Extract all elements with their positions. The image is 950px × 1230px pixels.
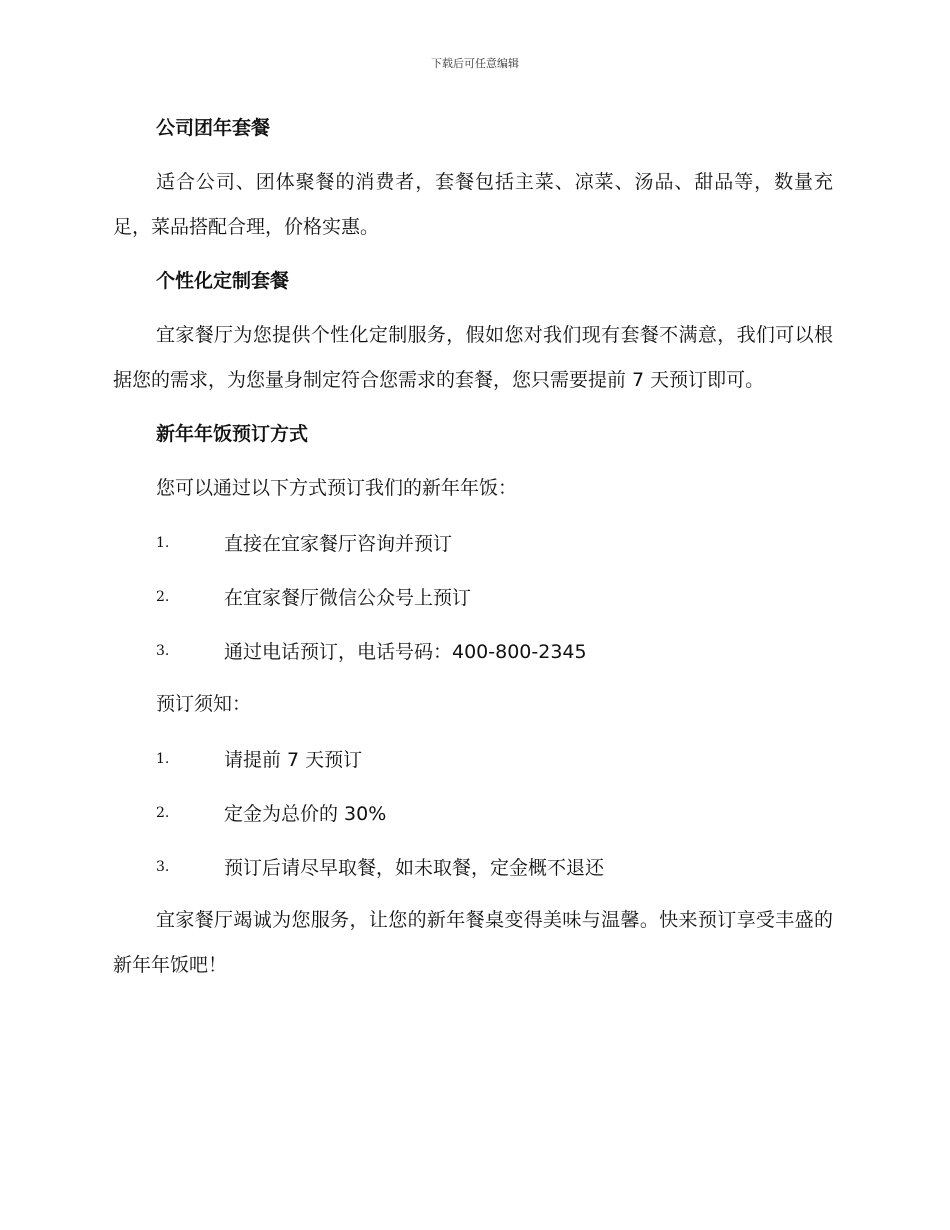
list-item	[113, 520, 833, 565]
list-number: 2.	[156, 804, 170, 821]
list-item	[113, 736, 833, 781]
section-body-custom: 宜家餐厅为您提供个性化定制服务，假如您对我们现有套餐不满意，我们可以根据您的需求，为您量身制定符合您需求的套餐，您只需要提前 7 天预订即可。	[113, 324, 833, 391]
section-body-corporate: 适合公司、团体聚餐的消费者，套餐包括主菜、凉菜、汤品、甜品等，数量充足，菜品搭配合理，价格实惠。	[113, 171, 833, 238]
booking-intro: 您可以通过以下方式预订我们的新年年饭：	[156, 477, 518, 499]
list-item	[113, 844, 833, 889]
list-number: 3.	[156, 858, 170, 875]
list-number: 1.	[156, 750, 170, 767]
document-body	[113, 106, 833, 997]
section-heading-custom: 个性化定制套餐	[156, 270, 290, 292]
notice-title: 预订须知：	[156, 693, 252, 715]
list-item	[113, 790, 833, 835]
list-number: 3.	[156, 642, 170, 659]
list-text: 直接在宜家餐厅咨询并预订	[224, 533, 453, 555]
list-number: 2.	[156, 588, 170, 605]
closing-paragraph: 宜家餐厅竭诚为您服务，让您的新年餐桌变得美味与温馨。快来预订享受丰盛的新年年饭吧！	[113, 909, 833, 976]
list-text: 在宜家餐厅微信公众号上预订	[224, 587, 472, 609]
page-header: 下载后可任意编辑	[431, 57, 519, 70]
list-text: 预订后请尽早取餐，如未取餐，定金概不退还	[224, 857, 605, 879]
list-text: 通过电话预订，电话号码：400-800-2345	[224, 641, 587, 663]
list-item	[113, 628, 833, 673]
list-text: 定金为总价的 30%	[224, 803, 387, 825]
booking-notices-list	[113, 736, 833, 889]
booking-methods-list	[113, 520, 833, 673]
list-item	[113, 574, 833, 619]
section-heading-corporate: 公司团年套餐	[156, 117, 271, 139]
list-number: 1.	[156, 534, 170, 551]
section-heading-booking: 新年年饭预订方式	[156, 423, 309, 445]
list-text: 请提前 7 天预订	[224, 749, 363, 771]
